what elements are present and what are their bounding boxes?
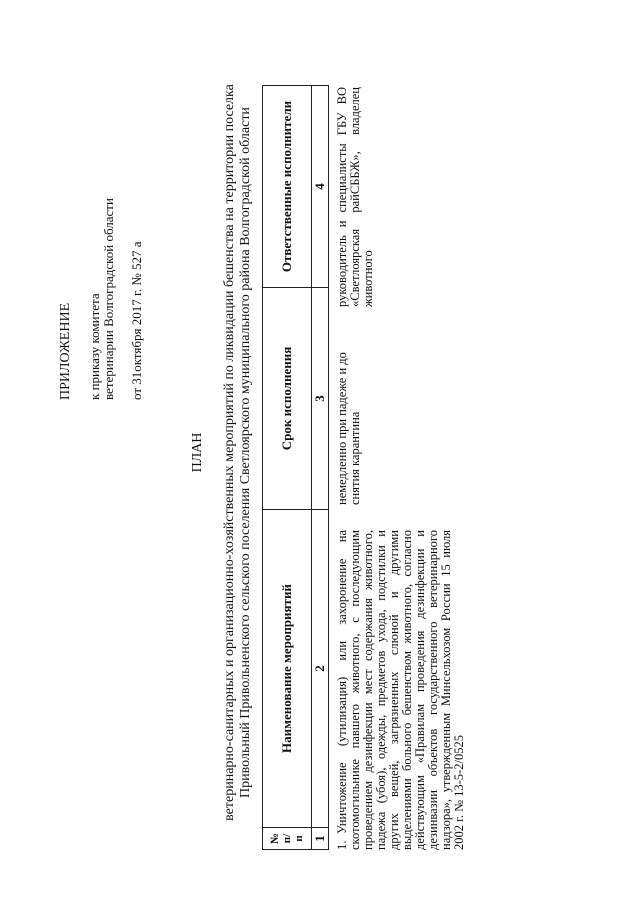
measure-text: Уничтожение (утилизация) или захоронение на скотомогильнике павшего животного, с последующим проведением дезинфекции мест содержания животного, падежа (убоя), одежды, предметов ухода, подстилки и других вещей, загрязненных слюной и другими выделениями больного бешенством животного, согласно действующим «Правилам проведения дезинфекции и дезинвазии объектов государственного ветеринарного надзора», утвержденным Минсельхозом России 15 июля 2002 г. № 13-5-2/0525 [335, 530, 466, 850]
column-number: 3 [312, 288, 329, 510]
column-number-row [312, 86, 329, 850]
measure-cell [336, 530, 466, 850]
plan-table [262, 85, 329, 850]
col-header-executors: Ответственные исполнители [263, 86, 312, 288]
row-number: 1. [335, 840, 349, 850]
plan-subtitle-line: ветеринарно-санитарных и организационно-хозяйственных мероприятий по ликвидации бешенства на территории поселка [222, 84, 237, 821]
appendix-title: ПРИЛОЖЕНИЕ [58, 302, 73, 400]
order-date-line: от 31октября 2017 г. № 527 а [129, 241, 144, 400]
column-number: 1 [312, 828, 329, 850]
table-header-row [263, 86, 312, 850]
deadline-cell: немедленно при падеже и до снятия карантина [335, 352, 362, 505]
column-number: 2 [312, 510, 329, 828]
plan-title: ПЛАН [190, 432, 205, 473]
plan-subtitle-line: Привольный Привольненского сельского поселения Светлоярского муниципального района Волгоградской области [238, 107, 253, 798]
executors-cell: руководитель и специалисты ГБУ ВО «Светлоярская райСББЖ», владелец животного [335, 87, 375, 307]
col-header-measures: Наименование мероприятий [263, 510, 312, 828]
column-number: 4 [312, 86, 329, 288]
col-header-number: № п/п [263, 828, 312, 850]
order-line: к приказу комитета [87, 293, 102, 400]
col-header-deadline: Срок исполнения [263, 288, 312, 510]
order-line: ветеринарии Волгоградской области [101, 198, 116, 400]
